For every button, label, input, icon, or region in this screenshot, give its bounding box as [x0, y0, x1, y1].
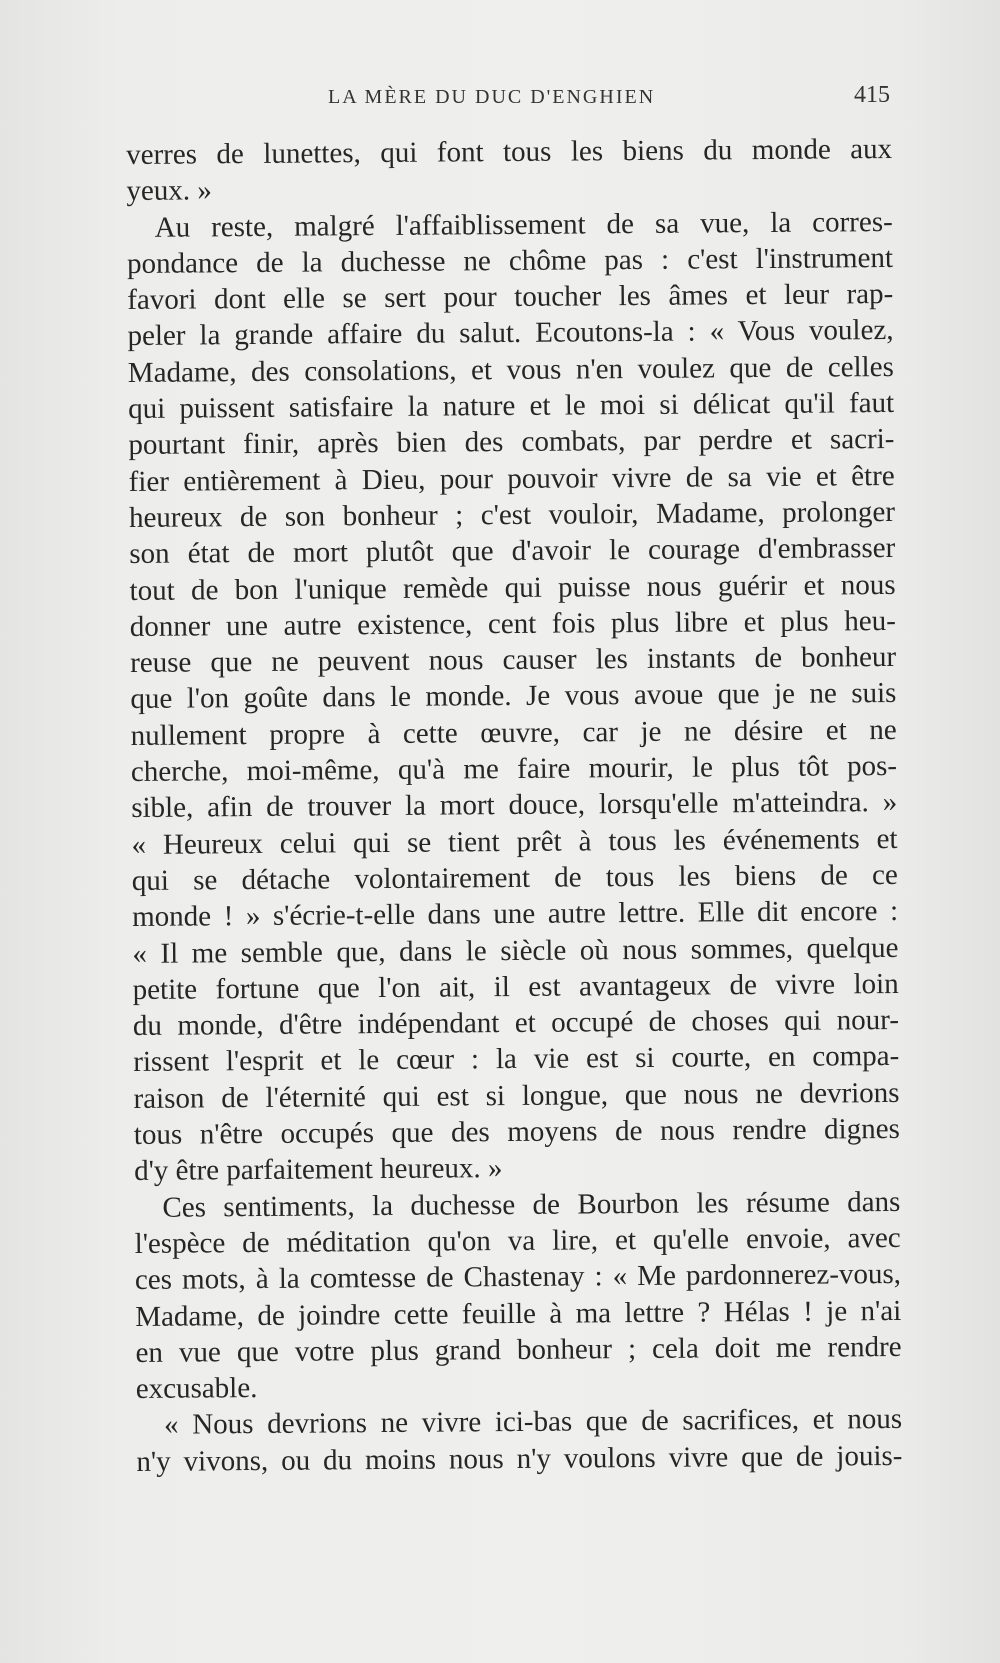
- text-line: d'y être parfaitement heureux. »: [133, 1152, 503, 1188]
- page-number: 415: [854, 82, 890, 108]
- text-line: raison de l'éternité qui est si longue, que nous ne devrions: [133, 1076, 900, 1115]
- text-line: qui se détache volontairement de tous les biens de ce: [131, 858, 898, 897]
- text-line: favori dont elle se sert pour toucher les âmes et leur rap-: [127, 278, 894, 317]
- text-line: tout de bon l'unique remède qui puisse nous guérir et nous: [129, 568, 896, 607]
- text-line: petite fortune que l'on ait, il est avantageux de vivre loin: [132, 967, 899, 1006]
- text-line: en vue que votre plus grand bonheur ; cela doit me rendre: [135, 1330, 902, 1369]
- text-line: rissent l'esprit et le cœur : la vie est si courte, en compa-: [133, 1040, 900, 1079]
- text-line: pourtant finir, après bien des combats, par perdre et sacri-: [128, 423, 895, 462]
- text-line: que l'on goûte dans le monde. Je vous avoue que je ne suis: [130, 677, 897, 716]
- text-line: qui puissent satisfaire la nature et le moi si délicat qu'il faut: [128, 387, 895, 426]
- running-head: LA MÈRE DU DUC D'ENGHIEN: [328, 86, 656, 108]
- text-line: ces mots, à la comtesse de Chastenay : « Me pardonnerez-vous,: [134, 1258, 902, 1297]
- text-line: Madame, des consolations, et vous n'en voulez que de celles: [127, 350, 894, 389]
- text-line: l'espèce de méditation qu'on va lire, et qu'elle envoie, avec: [134, 1221, 901, 1260]
- text-line: « Il me semble que, dans le siècle où nous sommes, quelque: [132, 931, 899, 970]
- text-line: Ces sentiments, la duchesse de Bourbon les résume dans: [162, 1185, 901, 1224]
- text-line: « Nous devrions ne vivre ici-bas que de sacrifices, et nous: [163, 1403, 903, 1442]
- text-line: fier entièrement à Dieu, pour pouvoir vivre de sa vie et être: [128, 459, 895, 498]
- page-header: [128, 82, 890, 126]
- text-line: peler la grande affaire du salut. Ecoutons-la : « Vous voulez,: [127, 314, 894, 353]
- text-line: monde ! » s'écrie-t-elle dans une autre lettre. Elle dit encore :: [132, 895, 899, 934]
- text-line: son état de mort plutôt que d'avoir le courage d'embrasser: [129, 532, 896, 571]
- text-line: Au reste, malgré l'affaiblissement de sa vue, la corres-: [154, 205, 893, 244]
- text-line: pondance de la duchesse ne chôme pas : c'est l'instrument: [126, 241, 894, 280]
- text-line: yeux. »: [126, 174, 212, 208]
- text-line: reuse que ne peuvent nous causer les instants de bonheur: [130, 641, 897, 680]
- text-line: du monde, d'être indépendant et occupé de choses qui nour-: [132, 1004, 900, 1043]
- text-line: nullement propre à cette œuvre, car je ne désire et ne: [130, 713, 897, 752]
- text-line: n'y vivons, ou du moins nous n'y voulons vivre que de jouis-: [136, 1439, 903, 1478]
- text-line: Madame, de joindre cette feuille à ma lettre ? Hélas ! je n'ai: [135, 1294, 902, 1333]
- text-line: excusable.: [135, 1372, 258, 1406]
- text-line: donner une autre existence, cent fois plus libre et plus heu-: [129, 604, 896, 643]
- body-text: [126, 131, 903, 1480]
- text-line: verres de lunettes, qui font tous les biens du monde aux: [126, 132, 893, 171]
- text-line: cherche, moi-même, qu'à me faire mourir, le plus tôt pos-: [130, 750, 898, 789]
- text-line: heureux de son bonheur ; c'est vouloir, Madame, prolonger: [128, 495, 896, 534]
- text-line: « Heureux celui qui se tient prêt à tous les événements et: [131, 822, 898, 861]
- text-line: tous n'être occupés que des moyens de nous rendre dignes: [133, 1112, 900, 1151]
- text-line: sible, afin de trouver la mort douce, lorsqu'elle m'atteindra. »: [131, 786, 898, 825]
